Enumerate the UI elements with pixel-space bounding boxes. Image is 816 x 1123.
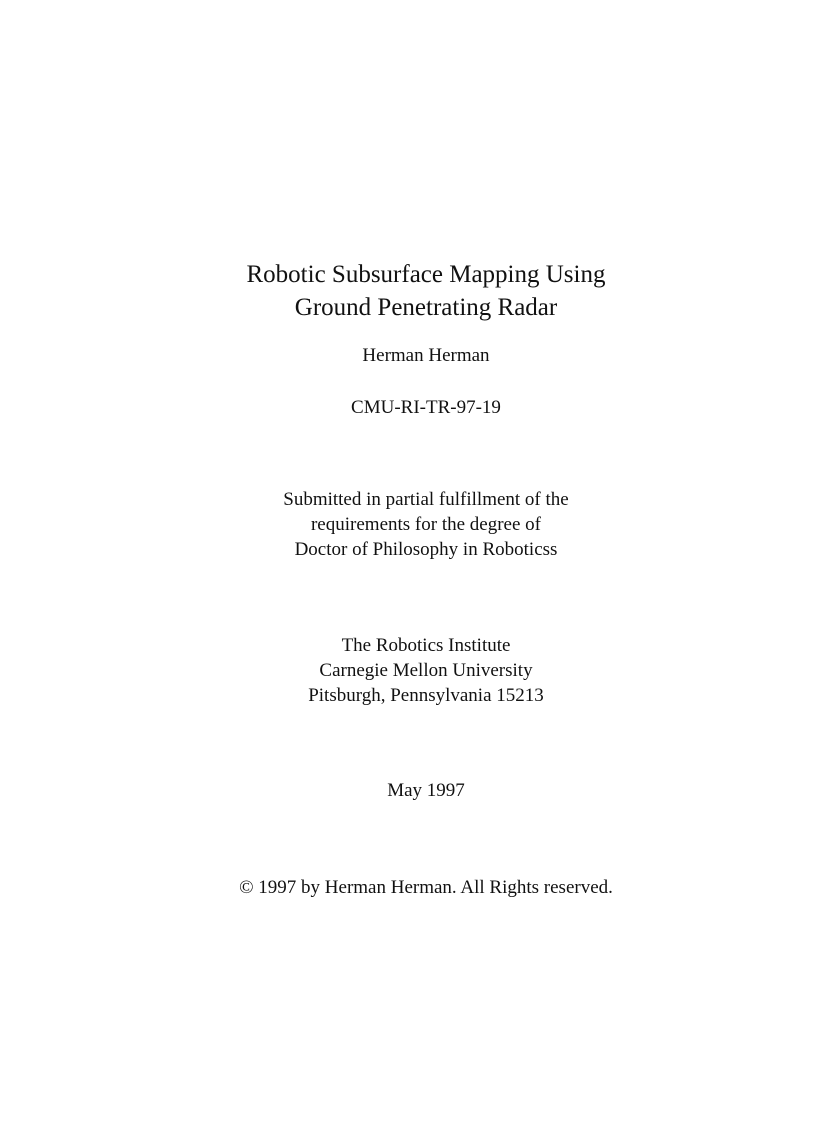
title-line-1: Robotic Subsurface Mapping Using (246, 261, 606, 288)
author-name: Herman Herman (362, 345, 490, 366)
report-number: CMU-RI-TR-97-19 (351, 397, 501, 418)
institution-line-2: Carnegie Mellon University (319, 660, 533, 681)
institution-line-1: The Robotics Institute (341, 635, 511, 656)
title-line-2: Ground Penetrating Radar (294, 294, 558, 321)
publication-date: May 1997 (387, 780, 465, 801)
institution-line-3: Pitsburgh, Pennsylvania 15213 (308, 685, 544, 706)
submission-line-1: Submitted in partial fulfillment of the (283, 489, 569, 510)
submission-line-2: requirements for the degree of (310, 514, 541, 535)
copyright-notice: © 1997 by Herman Herman. All Rights reserved. (239, 877, 613, 898)
submission-line-3: Doctor of Philosophy in Roboticss (294, 539, 558, 560)
